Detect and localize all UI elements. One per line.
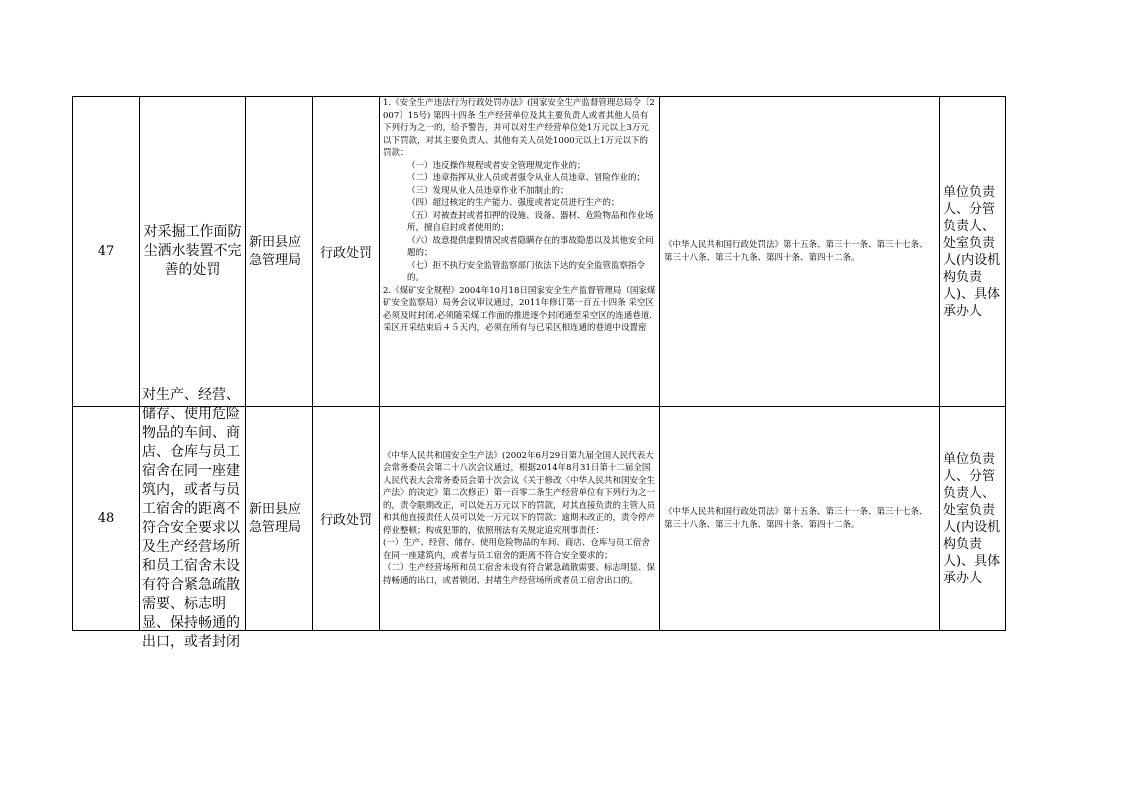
item-name: 对生产、经营、储存、使用危险物品的车间、商店、仓库与员工宿舍在同一座建筑内，或者与员工宿舍的距离不符合安全要求以及生产经营场所和员工宿舍未设有符合紧急疏散需要、标志明显、保持畅通的出口，或者封闭 <box>142 386 240 650</box>
authority: 新田县应急管理局 <box>249 501 302 535</box>
legal-basis-cell <box>380 97 660 407</box>
penalty-law: 《中华人民共和国行政处罚法》第十五条、第三十一条、第三十七条、第三十八条、第三十九条、第四十条、第四十二条。 <box>664 506 928 530</box>
legal-basis-clause: （六）故意提供虚假情况或者隐瞒存在的事故隐患以及其他安全问题的； <box>407 235 654 258</box>
action-type: 行政处罚 <box>313 407 380 631</box>
legal-basis-clause: （一）违反操作规程或者安全管理规定作业的； <box>407 160 586 171</box>
table-row <box>73 97 1006 407</box>
table-row <box>73 407 1006 631</box>
legal-basis-clause: （五）对被查封或者扣押的设施、设备、器材、危险物品和作业场所，擅自启封或者使用的； <box>407 210 654 233</box>
legal-basis-clause: （三）发现从业人员违章作业不加制止的； <box>407 185 569 196</box>
legal-basis-paragraph: 2.《煤矿安全规程》2004年10月18日国家安全生产监督管理局（国家煤矿安全监察局）局务会议审议通过，2011年修订第一百五十四条 采空区必须及时封闭.必须随采煤工作面的推进逐个封闭通至采空区的连通巷道.采区开采结束后４５天内，必须在所有与已采区相连通的巷道中设置密 <box>383 285 656 333</box>
authority-cell <box>246 407 313 631</box>
legal-basis-clause: （二）生产经营场所和员工宿舍未设有符合紧急疏散需要、标志明显、保持畅通的出口，或者锁闭、封堵生产经营场所或者员工宿舍出口的。 <box>383 563 656 586</box>
item-name-cell <box>140 97 246 407</box>
item-name: 对采掘工作面防尘洒水装置不完善的处罚 <box>143 224 242 278</box>
responsible-cell <box>940 407 1006 631</box>
penalty-table <box>72 96 1006 650</box>
responsible-persons: 单位负责人、分管负责人、处室负责人(内设机构负责人)、具体承办人 <box>943 184 1001 319</box>
legal-basis-clause: （四）超过核定的生产能力、强度或者定员进行生产的； <box>407 198 620 208</box>
legal-basis-clause: （七）拒不执行安全监管监察部门依法下达的安全监管监察指令的。 <box>407 260 646 283</box>
item-name-cell <box>140 386 246 650</box>
legal-basis-paragraph: 《中华人民共和国安全生产法》(2002年6月29日第九届全国人民代表大会常务委员会第二十八次会议通过，根据2014年8月31日第十二届全国人民代表大会常务委员会第十次会议《关于修改〈中华人民共和国安全生产法〉的决定》第二次修正）第一百零二条生产经营单位有下列行为之一的，责令限期改正，可以处五万元以下的罚款，对其直接负责的主管人员和其他直接责任人员可以处一万元以下的罚款；逾期未改正的，责令停产停业整顿；构成犯罪的，依照刑法有关规定追究刑事责任： <box>383 450 656 536</box>
action-type: 行政处罚 <box>313 97 380 407</box>
item-number: 47 <box>73 97 140 407</box>
legal-basis-cell <box>380 407 660 631</box>
penalty-law-cell <box>660 407 940 631</box>
legal-basis-clause: （二）违章指挥从业人员或者强令从业人员违章、冒险作业的； <box>407 173 646 183</box>
authority: 新田县应急管理局 <box>249 234 302 268</box>
responsible-cell <box>940 97 1006 407</box>
legal-basis-clause: (一）生产、经营、储存、使用危险物品的车间、商店、仓库与员工宿舍在同一座建筑内，或者与员工宿舍的距离不符合安全要求的； <box>383 538 650 561</box>
responsible-persons: 单位负责人、分管负责人、处室负责人(内设机构负责人)、具体承办人 <box>943 451 1001 586</box>
penalty-law: 《中华人民共和国行政处罚法》第十五条、第三十一条、第三十七条、第三十八条、第三十九条、第四十条、第四十二条。 <box>664 239 928 263</box>
penalty-law-cell <box>660 97 940 407</box>
authority-cell <box>246 97 313 407</box>
item-number: 48 <box>73 407 140 631</box>
legal-basis-paragraph: 1.《安全生产违法行为行政处罚办法》(国家安全生产监督管理总局令〔2007〕15号) 第四十四条 生产经营单位及其主要负责人或者其他人员有下列行为之一的，给予警告，并可以对生产经营单位处1万元以上3万元以下罚款，对其主要负责人、其他有关人员处1000元以上1万元以下的罚款： <box>383 98 655 158</box>
